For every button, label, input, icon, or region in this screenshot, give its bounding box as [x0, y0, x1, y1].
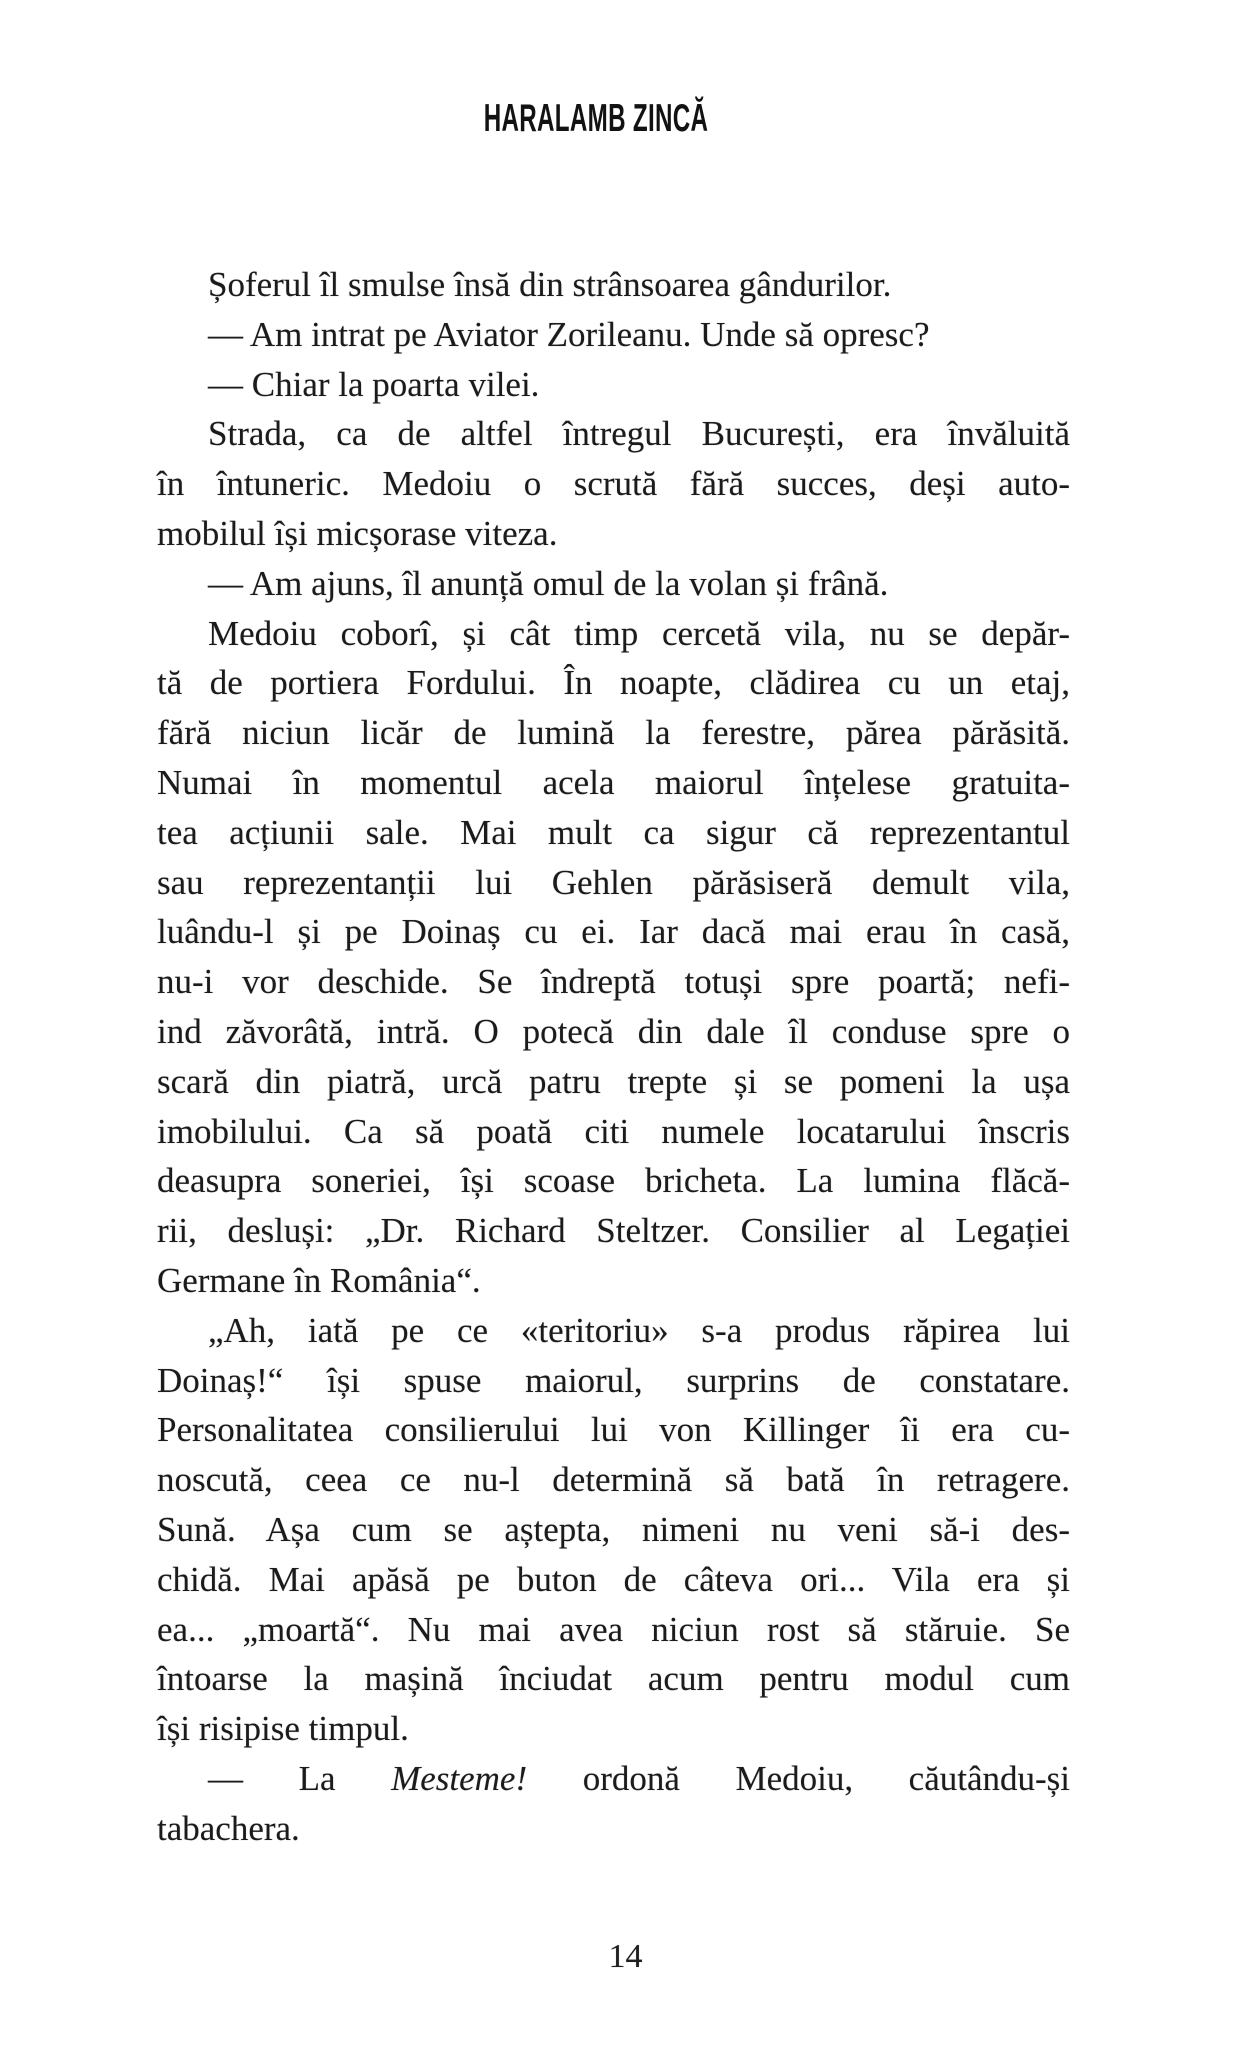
text-line: mobilul își micșorase viteza.	[157, 513, 558, 553]
text-line: scară din piatră, urcă patru trepte și se pomeni la ușa	[157, 1061, 1070, 1101]
text-line: chidă. Mai apăsă pe buton de câteva ori... Vila era și	[157, 1559, 1070, 1599]
text-line: fără niciun licăr de lumină la ferestre, părea părăsită.	[157, 713, 1070, 753]
text-line: deasupra soneriei, își scoase bricheta. La lumina flăcă-	[157, 1161, 1070, 1201]
text-line: Doinaș!“ își spuse maiorul, surprins de constatare.	[157, 1360, 1070, 1400]
text-line: Șoferul îl smulse însă din strânsoarea gândurilor.	[208, 265, 892, 304]
text-line: imobilului. Ca să poată citi numele locatarului înscris	[157, 1111, 1070, 1151]
text-line: Numai în momentul acela maiorul înțelese gratuita-	[157, 762, 1070, 802]
text-line: rii, desluși: „Dr. Richard Steltzer. Consilier al Legației	[157, 1211, 1070, 1251]
author-name: HARALAMB ZINCĂ	[483, 97, 709, 140]
text-line: își risipise timpul.	[157, 1709, 409, 1749]
text-line: ind zăvorâtă, intră. O potecă din dale îl conduse spre o	[157, 1011, 1070, 1051]
text-line: Personalitatea consilierului lui von Killinger îi era cu-	[157, 1410, 1070, 1450]
text-line: ea... „moartă“. Nu mai avea niciun rost să stăruie. Se	[157, 1609, 1070, 1649]
page-number: 14	[608, 1938, 643, 1975]
text-line: nu-i vor deschide. Se îndreptă totuși spre poartă; nefi-	[157, 962, 1070, 1002]
text-line: — Am ajuns, îl anunță omul de la volan și frână.	[208, 563, 889, 603]
text-line: — Am intrat pe Aviator Zorileanu. Unde să opresc?	[208, 314, 930, 354]
running-head	[415, 99, 777, 138]
text-line: Medoiu coborî, și cât timp cercetă vila, nu se depăr-	[208, 613, 1070, 653]
text-line	[157, 1754, 1070, 1804]
text-line: Strada, ca de altfel întregul București, era învăluită	[208, 414, 1070, 454]
text-line: luându-l și pe Doinaș cu ei. Iar dacă mai erau în casă,	[157, 912, 1070, 952]
text-line: Sună. Așa cum se aștepta, nimeni nu veni să-i des-	[157, 1509, 1070, 1549]
text-line: — Chiar la poarta vilei.	[208, 364, 540, 404]
plain-text: — La	[208, 1758, 392, 1798]
text-line: întoarse la mașină înciudat acum pentru modul cum	[157, 1659, 1070, 1699]
text-line: tabachera.	[157, 1808, 300, 1848]
text-line: sau reprezentanții lui Gehlen părăsiseră demult vila,	[157, 862, 1070, 902]
italic-text: Mesteme!	[391, 1758, 528, 1798]
text-line: tea acțiunii sale. Mai mult ca sigur că reprezentantul	[157, 812, 1070, 852]
text-line: în întuneric. Medoiu o scrută fără succes, deși auto-	[157, 464, 1070, 504]
text-line: Germane în România“.	[157, 1260, 481, 1300]
body-text	[157, 260, 1070, 1854]
text-line: „Ah, iată pe ce «teritoriu» s-a produs răpirea lui	[208, 1310, 1070, 1350]
plain-text: ordonă Medoiu, căutându-și	[527, 1758, 1070, 1798]
text-line: noscută, ceea ce nu-l determină să bată în retragere.	[157, 1460, 1070, 1500]
text-line: tă de portiera Fordului. În noapte, clădirea cu un etaj,	[157, 663, 1070, 703]
